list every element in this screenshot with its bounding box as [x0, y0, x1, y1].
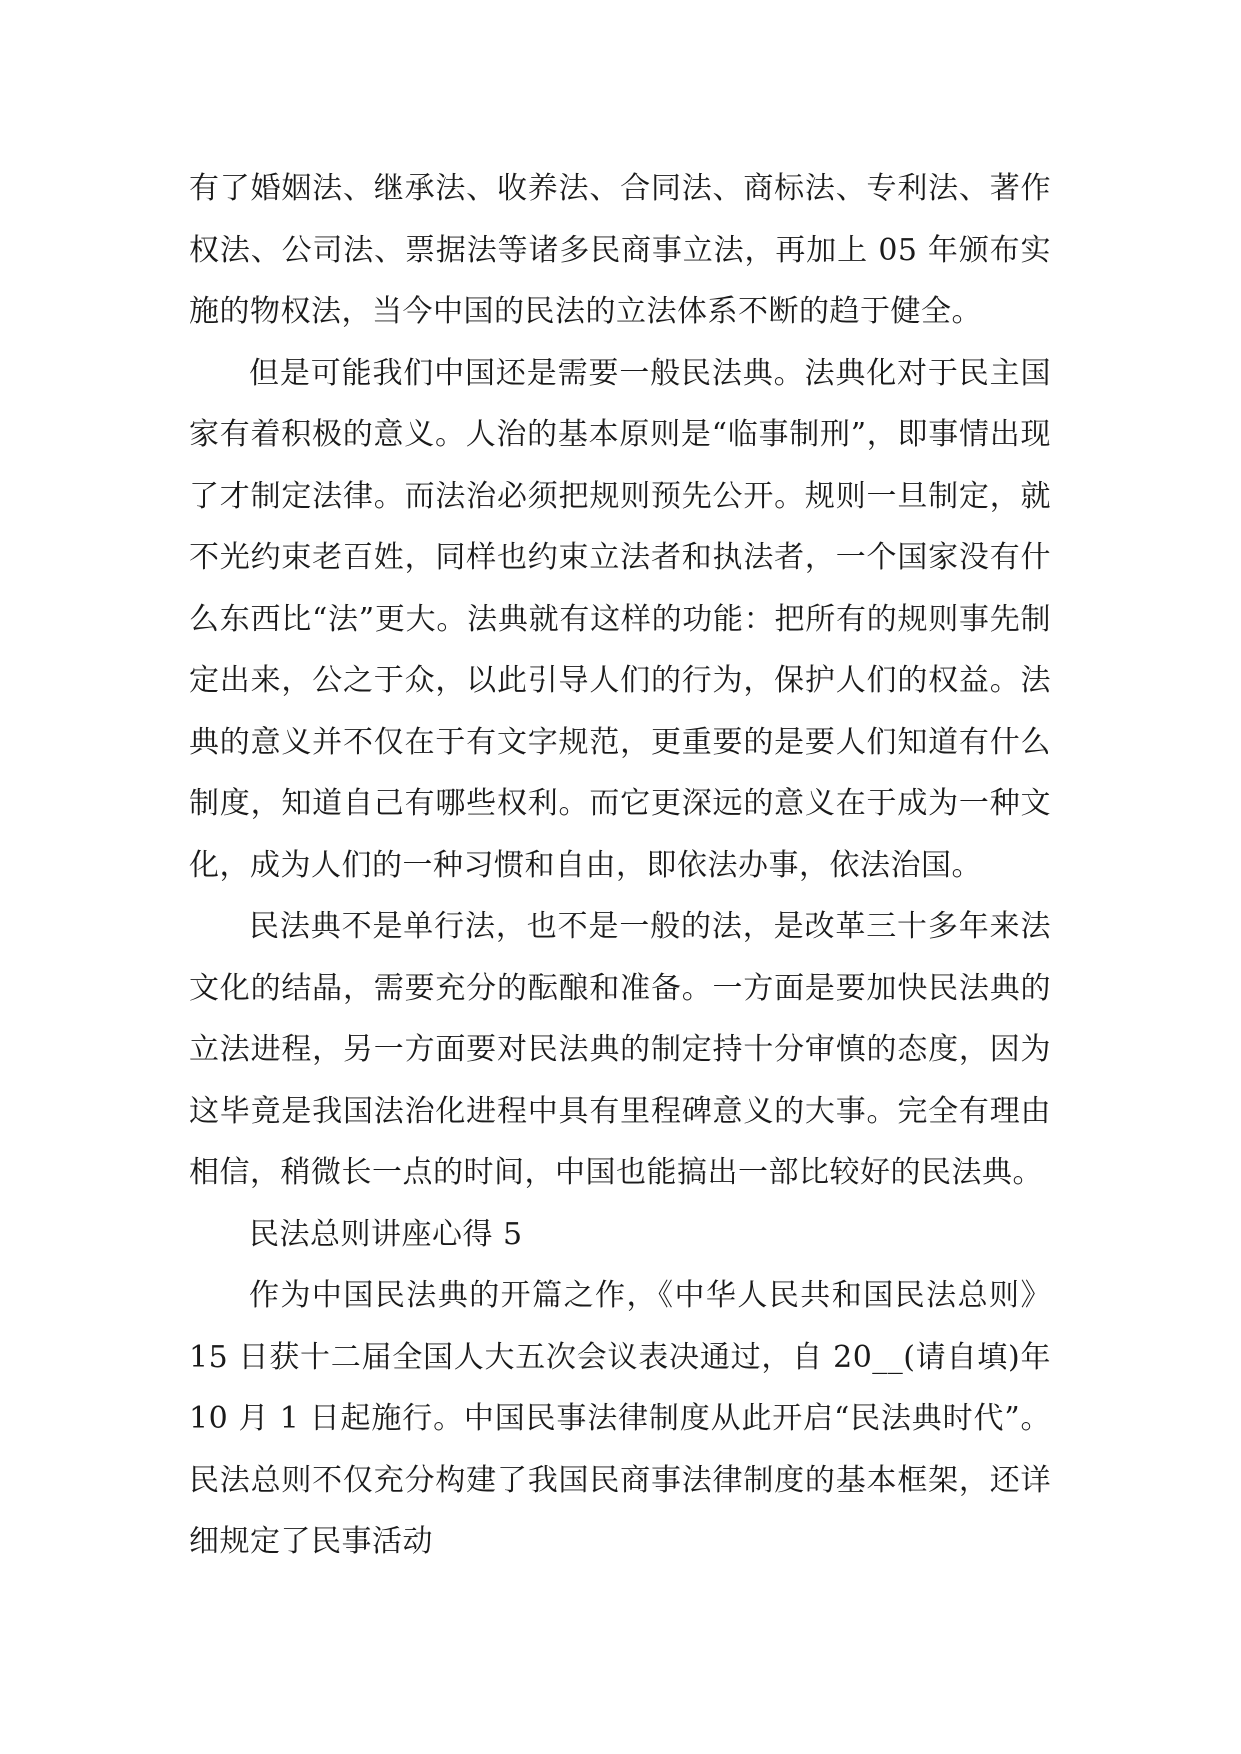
paragraph-civil-code-preparation: 民法典不是单行法，也不是一般的法，是改革三十多年来法文化的结晶，需要充分的酝酿和准备。一方面是要加快民法典的立法进程，另一方面要对民法典的制定持十分审慎的态度，因为这毕竟是我国法治化进程中具有里程碑意义的大事。完全有理由相信，稍微长一点的时间，中国也能搞出一部比较好的民法典。 — [189, 909, 1051, 1190]
paragraph-general-provisions: 作为中国民法典的开篇之作，《中华人民共和国民法总则》15 日获十二届全国人大五次会议表决通过，自 20__(请自填)年 10 月 1 日起施行。中国民事法律制度从此开启“民法典时代”。民法总则不仅充分构建了我国民商事法律制度的基本框架，还详细规定了民事活动 — [189, 1278, 1051, 1559]
paragraph-legislation-list: 有了婚姻法、继承法、收养法、合同法、商标法、专利法、著作权法、公司法、票据法等诸多民商事立法，再加上 05 年颁布实施的物权法，当今中国的民法的立法体系不断的趋于健全。 — [189, 171, 1051, 329]
paragraph-civil-code-significance: 但是可能我们中国还是需要一般民法典。法典化对于民主国家有着积极的意义。人治的基本原则是“临事制刑”，即事情出现了才制定法律。而法治必须把规则预先公开。规则一旦制定，就不光约束老百姓，同样也约束立法者和执法者，一个国家没有什么东西比“法”更大。法典就有这样的功能：把所有的规则事先制定出来，公之于众，以此引导人们的行为，保护人们的权益。法典的意义并不仅在于有文字规范，更重要的是要人们知道有什么制度，知道自己有哪些权利。而它更深远的意义在于成为一种文化，成为人们的一种习惯和自由，即依法办事，依法治国。 — [189, 355, 1051, 883]
section-heading: 民法总则讲座心得 5 — [249, 1216, 523, 1252]
document-body — [189, 158, 1051, 1573]
